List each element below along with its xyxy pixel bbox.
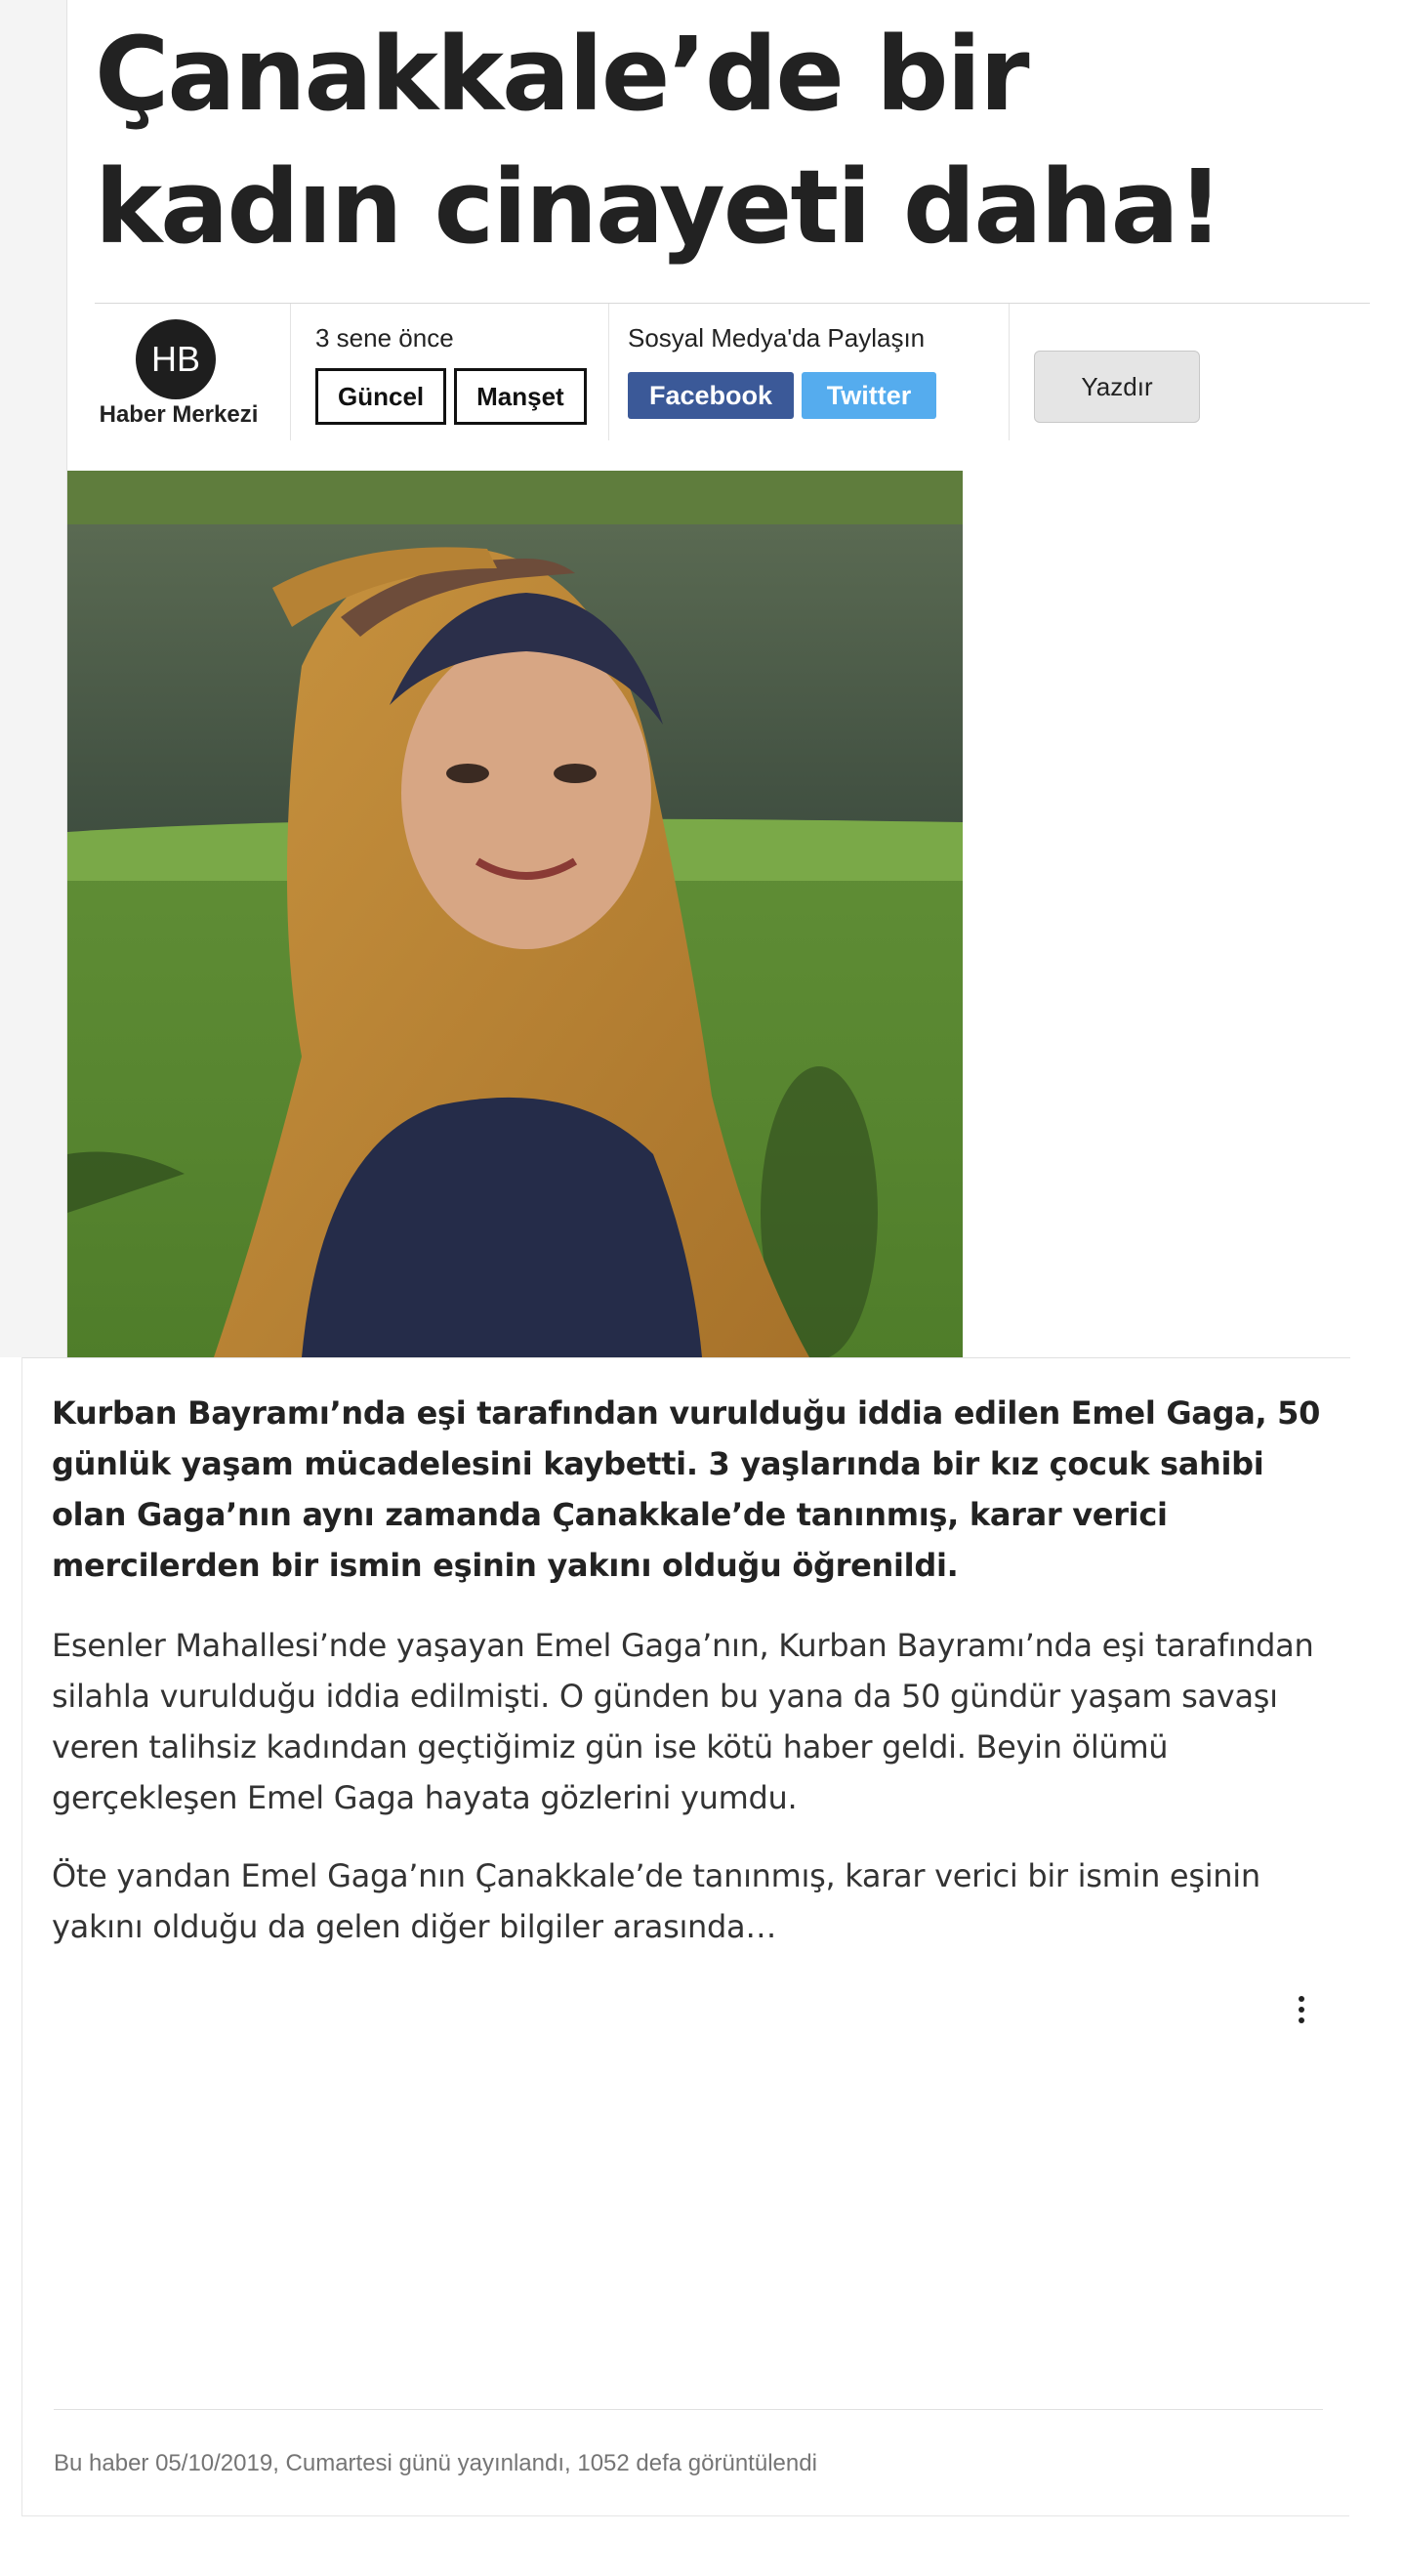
article-title: Çanakkale’de bir kadın cinayeti daha! bbox=[95, 15, 1222, 267]
more-vertical-icon[interactable] bbox=[1292, 1993, 1311, 2032]
share-label: Sosyal Medya'da Paylaşın bbox=[628, 323, 926, 353]
article-header bbox=[67, 0, 1404, 1357]
left-gutter bbox=[0, 0, 67, 1357]
article-meta bbox=[95, 303, 1370, 440]
twitter-share-button[interactable]: Twitter bbox=[802, 372, 936, 419]
facebook-share-button[interactable]: Facebook bbox=[628, 372, 794, 419]
article-paragraph: Esenler Mahallesi’nde yaşayan Emel Gaga’nın, Kurban Bayramı’nda eşi tarafından silahla vurulduğu iddia edilmişti. O günden bu yana da 50 gündür yaşam savaşı veren talihsiz kadından geçtiğimiz gün ise kötü haber geldi. Beyin ölümü gerçekleşen Emel Gaga hayata gözlerini yumdu. bbox=[52, 1627, 1314, 1816]
tag-manset[interactable]: Manşet bbox=[454, 368, 587, 425]
footer-divider bbox=[54, 2409, 1323, 2410]
article-photo bbox=[67, 471, 963, 1357]
time-ago: 3 sene önce bbox=[315, 323, 454, 353]
bottom-divider bbox=[21, 2515, 1349, 2516]
article-lead: Kurban Bayramı’nda eşi tarafından vurulduğu iddia edilen Emel Gaga, 50 günlük yaşam mücadelesini kaybetti. 3 yaşlarında bir kız çocuk sahibi olan Gaga’nın aynı zamanda Çanakkale’de tanınmış, karar verici mercilerden bir ismin eşinin yakını olduğu öğrenildi. bbox=[52, 1394, 1321, 1584]
article-body bbox=[21, 1357, 1350, 2515]
author-block[interactable] bbox=[95, 304, 291, 440]
author-avatar[interactable]: HB bbox=[136, 319, 216, 399]
tag-guncel[interactable]: Güncel bbox=[315, 368, 446, 425]
social-share bbox=[628, 304, 1010, 440]
print-button[interactable]: Yazdır bbox=[1034, 351, 1200, 423]
tag-list bbox=[315, 368, 587, 425]
share-buttons bbox=[628, 372, 936, 419]
time-and-tags bbox=[315, 304, 609, 440]
publish-info: Bu haber 05/10/2019, Cumartesi günü yayınlandı, 1052 defa görüntülendi bbox=[54, 2450, 817, 2476]
author-name[interactable]: Haber Merkezi bbox=[99, 401, 259, 428]
article-paragraph: Öte yandan Emel Gaga’nın Çanakkale’de tanınmış, karar verici bir ismin eşinin yakını olduğu da gelen diğer bilgiler arasında… bbox=[52, 1857, 1260, 1945]
